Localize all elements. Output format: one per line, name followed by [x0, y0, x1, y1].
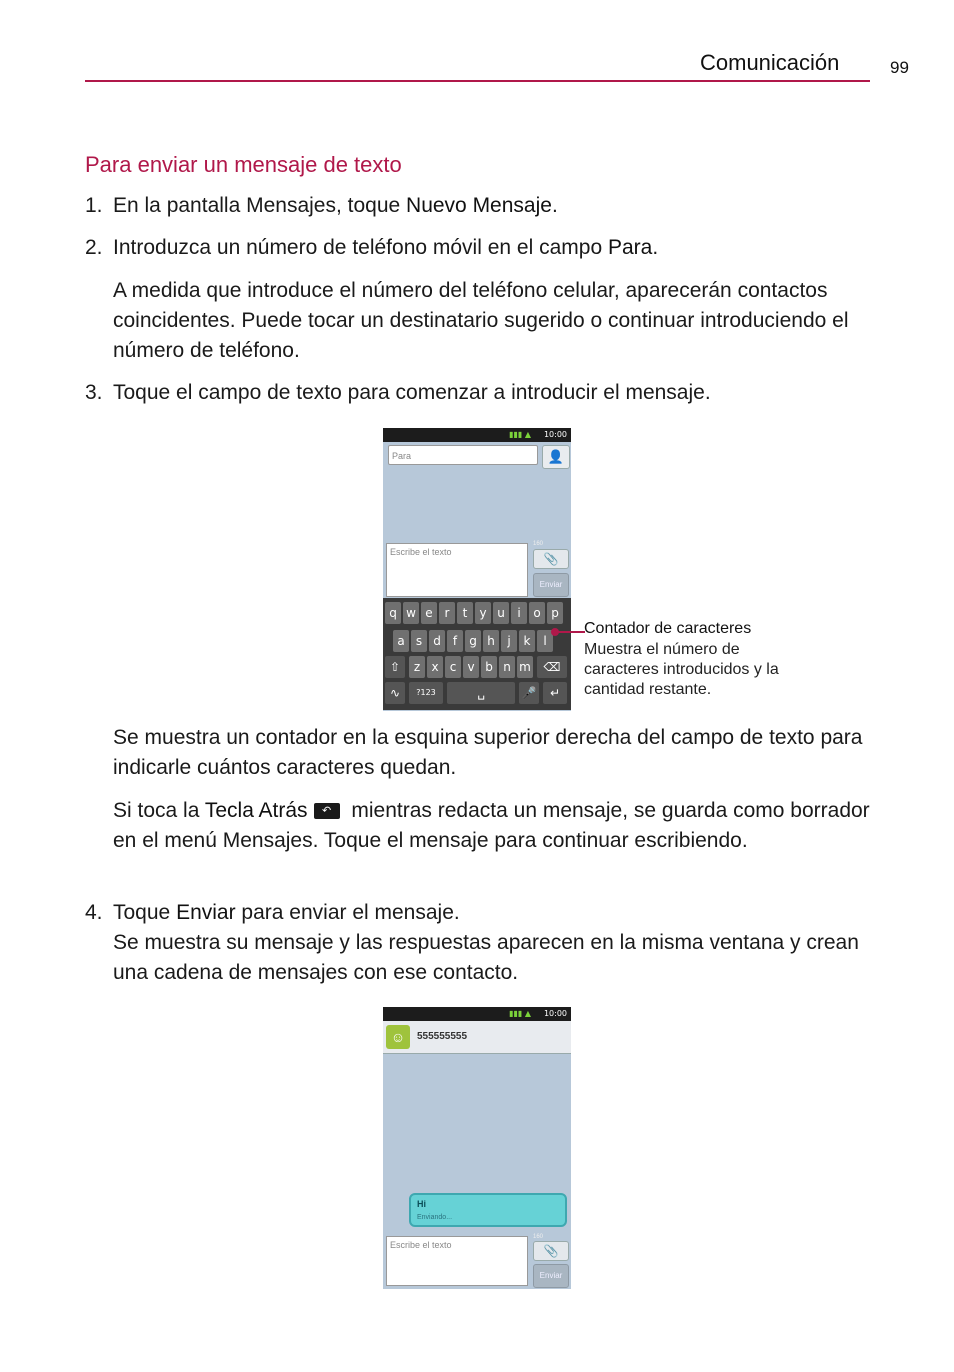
key[interactable]: x: [427, 656, 443, 678]
avatar-icon: ☺: [386, 1025, 410, 1049]
counter-note: Se muestra un contador en la esquina superior derecha del campo de texto para indicarle cuántos caracteres quedan.: [113, 726, 863, 779]
signal-icon: ▮▮▮ ▲: [509, 1009, 531, 1018]
note-text-post: mientras redacta un mensaje, se guarda como borrador en el menú Mensajes. Toque el mensaje para continuar escribiendo.: [113, 799, 870, 852]
status-time: 10:00: [543, 430, 567, 439]
key[interactable]: j: [501, 630, 517, 652]
ui-term: Tecla Atrás: [204, 799, 308, 822]
ui-term: Para: [607, 236, 653, 259]
keyboard: [383, 598, 571, 710]
key[interactable]: y: [475, 602, 491, 624]
enter-key-icon[interactable]: ↵: [543, 682, 567, 704]
back-key-icon: ↶: [314, 803, 340, 819]
page-number: 99: [890, 58, 909, 77]
send-button[interactable]: Enviar: [533, 573, 569, 597]
key[interactable]: m: [517, 656, 533, 678]
shift-key-icon[interactable]: ⇧: [385, 656, 405, 678]
to-input[interactable]: Para: [388, 445, 538, 465]
compose-input[interactable]: Escribe el texto: [386, 1236, 528, 1286]
key[interactable]: z: [409, 656, 425, 678]
character-counter: 160: [533, 1234, 544, 1240]
character-counter: 160: [533, 541, 544, 547]
signal-icon: ▮▮▮ ▲: [509, 430, 531, 439]
key[interactable]: g: [465, 630, 481, 652]
swype-key-icon[interactable]: ∿: [385, 682, 405, 704]
step-text-post: .: [652, 236, 659, 259]
key[interactable]: l: [537, 630, 553, 652]
step-number: 3.: [85, 381, 103, 404]
step-4: [85, 898, 875, 988]
back-key-note: [113, 796, 873, 856]
step-number: 4.: [85, 901, 103, 924]
step-number: 1.: [85, 194, 103, 217]
key[interactable]: s: [411, 630, 427, 652]
message-status: Enviando...: [417, 1214, 453, 1221]
step-number: 2.: [85, 236, 103, 259]
key[interactable]: r: [439, 602, 455, 624]
step-text: [113, 191, 873, 221]
step-2-note: A medida que introduce el número del teléfono celular, aparecerán contactos coincidentes. Puede tocar un destinatario sugerido o continuar introduciendo el número de teléfono.: [113, 279, 849, 362]
key[interactable]: b: [481, 656, 497, 678]
step-text: Toque el campo de texto para comenzar a introducir el mensaje.: [113, 381, 711, 404]
contact-picker-icon[interactable]: 👤: [542, 445, 570, 469]
key[interactable]: d: [429, 630, 445, 652]
key[interactable]: o: [529, 602, 545, 624]
step-text: [113, 898, 873, 988]
key[interactable]: n: [499, 656, 515, 678]
message-text: Hi: [417, 1199, 426, 1209]
send-button[interactable]: Enviar: [533, 1264, 569, 1288]
key[interactable]: v: [463, 656, 479, 678]
key[interactable]: i: [511, 602, 527, 624]
status-bar: [383, 428, 571, 442]
symbol-mode-key[interactable]: ?123: [409, 682, 443, 704]
section-title: Para enviar un mensaje de texto: [85, 152, 402, 177]
compose-input[interactable]: Escribe el texto: [386, 543, 528, 597]
key[interactable]: c: [445, 656, 461, 678]
phone-screenshot-compose: [383, 428, 571, 711]
key[interactable]: u: [493, 602, 509, 624]
key[interactable]: e: [421, 602, 437, 624]
ui-term: Enviar: [176, 901, 236, 924]
note-text-pre: Si toca la: [113, 799, 205, 822]
step-text-post: para enviar el mensaje.: [235, 901, 460, 924]
step-text-pre: Introduzca un número de teléfono móvil en el campo: [113, 236, 608, 259]
phone-screenshot-thread: [383, 1007, 571, 1289]
attach-icon[interactable]: 📎: [533, 1241, 569, 1261]
status-bar: [383, 1007, 571, 1021]
attach-icon[interactable]: 📎: [533, 549, 569, 569]
key[interactable]: k: [519, 630, 535, 652]
key[interactable]: p: [547, 602, 563, 624]
microphone-key-icon[interactable]: 🎤: [519, 682, 539, 704]
ui-term: Nuevo Mensaje: [406, 194, 552, 217]
contact-number: 555555555: [417, 1031, 468, 1042]
key[interactable]: f: [447, 630, 463, 652]
callout-description: Muestra el número de caracteres introducidos y la cantidad restante.: [584, 641, 779, 698]
step-text-line2: Se muestra su mensaje y las respuestas aparecen en la misma ventana y crean una cadena de mensajes con ese contacto.: [113, 931, 859, 984]
message-bubble[interactable]: [409, 1193, 567, 1227]
callout-title: Contador de caracteres: [584, 620, 752, 637]
key[interactable]: w: [403, 602, 419, 624]
thread-header: [383, 1021, 571, 1054]
key[interactable]: h: [483, 630, 499, 652]
key[interactable]: q: [385, 602, 401, 624]
step-text-post: .: [551, 194, 558, 217]
space-key[interactable]: ␣: [447, 682, 515, 704]
key[interactable]: t: [457, 602, 473, 624]
header-rule: [85, 80, 870, 82]
callout-line: [555, 631, 585, 633]
backspace-key-icon[interactable]: ⌫: [537, 656, 567, 678]
key[interactable]: a: [393, 630, 409, 652]
step-text: [113, 233, 873, 263]
step-text-pre: En la pantalla Mensajes, toque: [113, 194, 407, 217]
status-time: 10:00: [543, 1009, 567, 1018]
step-text-pre: Toque: [113, 901, 177, 924]
running-header: Comunicación: [700, 50, 840, 75]
